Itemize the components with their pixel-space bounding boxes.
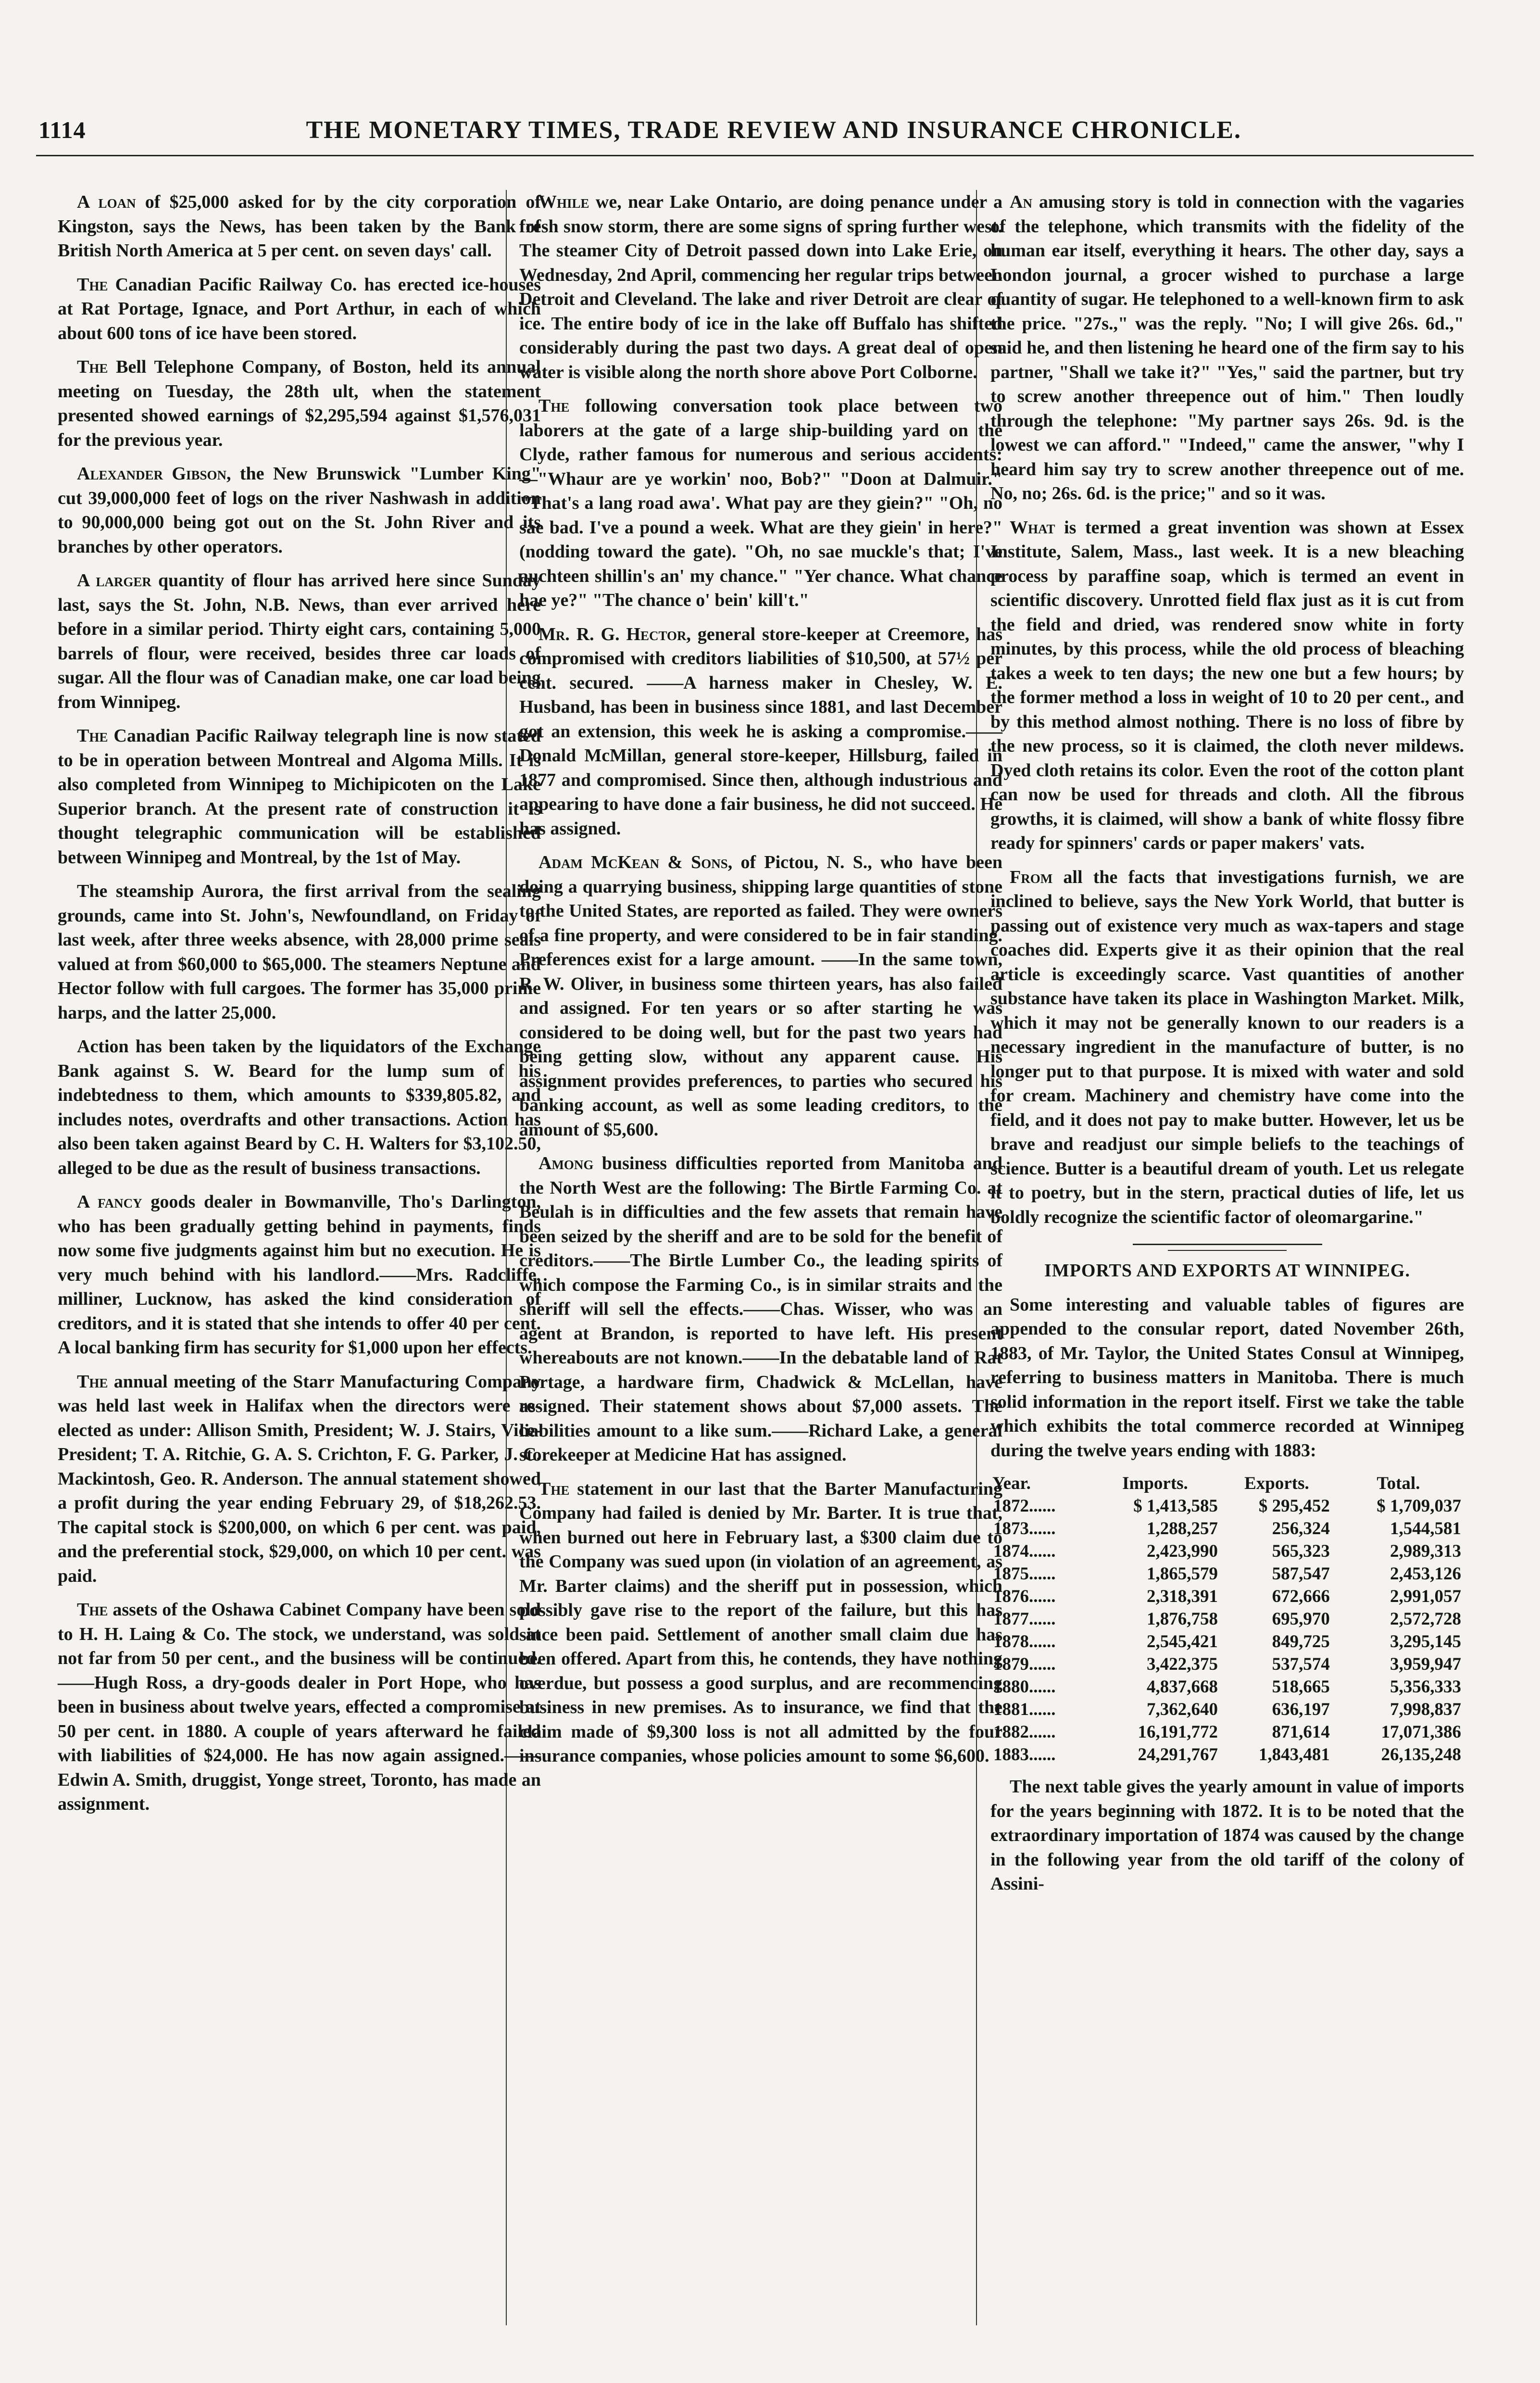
page-header (38, 111, 1462, 149)
table-row (990, 1563, 1464, 1585)
article-paragraph: While we, near Lake Ontario, are doing penance under a fresh snow storm, there are some signs of spring further west. The steamer City of Detroit passed down into Lake Erie, on Wednesday, 2nd April, commencing her regular trips between Detroit and Cleveland. The lake and river Detroit are clear of ice. The entire body of ice in the lake off Buffalo has shifted considerably during the past two days. A great deal of open water is visible along the north shore above Port Colborne. (519, 192, 1002, 382)
table-cell: 3,959,947 (1390, 1654, 1461, 1674)
table-cell: 1878...... (993, 1632, 1056, 1652)
article-paragraph: The steamship Aurora, the first arrival from the sealing grounds, came into St. John's, Newfoundland, on Friday of last week, after three weeks absence, with 28,000 prime seals valued at from $60,000 to $65,000. The steamers Neptune and Hector follow with full cargoes. The former has 35,000 prime harps, and the latter 25,000. (58, 881, 541, 1023)
table-cell: 7,362,640 (1147, 1700, 1218, 1719)
table-cell: 1873...... (993, 1519, 1056, 1538)
article-paragraph: Action has been taken by the liquidators of the Exchange Bank against S. W. Beard for the lump sum of his indebtedness to them, which amounts to $339,805.82, and includes notes, overdrafts and other transactions. Action has also been taken against Beard by C. H. Walters for $3,102.50, alleged to be due as the result of business transactions. (58, 1036, 541, 1178)
section-heading: IMPORTS AND EXPORTS AT WINNIPEG. (1044, 1261, 1410, 1281)
table-cell: $ 1,709,037 (1377, 1496, 1461, 1516)
article-paragraph: A larger quantity of flour has arrived here since Sunday last, says the St. John, N.B. News, than ever arrived here before in a similar period. Thirty eight cars, containing 5,000 barrels of flour, were received, besides three car loads of sugar. All the flour was of Canadian make, one car load being from Winnipeg. (58, 570, 541, 712)
table-row (990, 1676, 1464, 1698)
column-header: Exports. (1244, 1474, 1309, 1493)
table-cell: 672,666 (1272, 1587, 1330, 1606)
article-paragraph: From all the facts that investigations furnish, we are inclined to believe, says the New York World, that butter is passing out of existence very much as wax-tapers and stage coaches did. Experts give it as their opinion that the real article is exceedingly scarce. Vast quantities of another substance have taken its place in Washington Market. Milk, which it may not be generally known to our readers is a necessary ingredient in the manufacture of butter, is no longer put to that purpose. It is mixed with water and sold for cream. Machinery and chemistry have come into the field, and it does not pay to make butter. However, let us be brave and readjust our simple beliefs to the teachings of science. Butter is a beautiful dream of youth. Let us relegate it to poetry, but in the stern, practical duties of life, let us boldly recognize the scientific factor of oleomargarine." (990, 867, 1464, 1227)
table-cell: 1882...... (993, 1722, 1056, 1742)
table-cell: 1875...... (993, 1564, 1056, 1584)
column-1 (58, 190, 541, 1826)
header-rule (36, 155, 1474, 156)
column-header: Total. (1377, 1474, 1420, 1493)
article-paragraph: The following conversation took place between two laborers at the gate of a large ship-building yard on the Clyde, rather famous for numerous and serious accidents:—"Whaur are ye workin' noo, Bob?" "Doon at Dalmuir." "That's a lang road awa'. What pay are they giein?" "Oh, no sae bad. I've a pound a week. What are they giein' in here?" (nodding toward the gate). "Oh, no sae muckle's that; I've auchteen shillin's an' my chance." "Yer chance. What chance hae ye?" "The chance o' bein' kill't." (519, 396, 1002, 610)
column-2 (519, 190, 1002, 1778)
article-paragraph: The Canadian Pacific Railway Co. has erected ice-houses at Rat Portage, Ignace, and Port Arthur, in each of which about 600 tons of ice have been stored. (58, 274, 541, 343)
table-cell: 3,295,145 (1390, 1632, 1461, 1652)
table-row (990, 1540, 1464, 1563)
table-cell: 26,135,248 (1381, 1745, 1461, 1765)
article-paragraph: Mr. R. G. Hector, general store-keeper at Creemore, has compromised with creditors liabilities of $10,500, at 57½ per cent. secured. ——A harness maker in Chesley, W. E. Husband, has been in business since 1881, and last December got an extension, this week he is asking a compromise.——Donald McMillan, general store-keeper, Hillsburg, failed in 1877 and compromised. Since then, although industrious and appearing to have done a fair business, he did not succeed. He has assigned. (519, 624, 1003, 839)
page-number: 1114 (38, 116, 86, 143)
article-paragraph: The assets of the Oshawa Cabinet Company have been sold to H. H. Laing & Co. The stock, we understand, was sold at not far from 50 per cent., and the business will be continued.——Hugh Ross, a dry-goods dealer in Port Hope, who has been in business about twelve years, effected a compromise at 50 per cent. in 1880. A couple of years afterward he failed with liabilities of $24,000. He has now again assigned.——Edwin A. Smith, druggist, Yonge street, Toronto, has made an assignment. (58, 1600, 541, 1814)
table-cell: 1872...... (993, 1496, 1056, 1516)
table-cell: 256,324 (1272, 1519, 1330, 1538)
table-cell: 17,071,386 (1381, 1722, 1461, 1742)
page-title: THE MONETARY TIMES, TRADE REVIEW AND INSURANCE CHRONICLE. (306, 116, 1241, 144)
table-cell: 2,318,391 (1147, 1587, 1218, 1606)
table-cell: 1,865,579 (1147, 1564, 1218, 1584)
article-paragraph: Adam McKean & Sons, of Pictou, N. S., who have been doing a quarrying business, shipping large quantities of stone to the United States, are reported as failed. They were owners of a fine property, and were considered to be in fair standing. Preferences exist for a large amount. ——In the same town, R. W. Oliver, in business some thirteen years, has also failed and assigned. For ten years or so after starting he was considered to be doing well, but for the past two years had being getting slow, without any apparent cause. His assignment provides preferences, to parties who secured his banking account, as well as some leading creditors, to the amount of $5,600. (519, 852, 1003, 1140)
table-cell: 871,614 (1272, 1722, 1330, 1742)
table-cell: 1877...... (993, 1609, 1056, 1629)
article-paragraph: The Canadian Pacific Railway telegraph line is now stated to be in operation between Montreal and Algoma Mills. It is also completed from Winnipeg to Michipicoten on the Lake Superior branch. At the present rate of construction it is thought telegraphic communication will be established between Winnipeg and Montreal, by the 1st of May. (58, 726, 541, 868)
article-paragraph: A fancy goods dealer in Bowmanville, Tho's Darlington, who has been gradually getting behind in payments, finds now some five judgments against him but no execution. He is very much behind with his landlord.——Mrs. Radcliffe, milliner, Lucknow, has asked the kind consideration of creditors, and it is stated that she intends to offer 40 per cent. A local banking firm has security for $1,000 upon her effects. (58, 1192, 541, 1358)
table-row (990, 1721, 1464, 1743)
article-paragraph: An amusing story is told in connection with the vagaries of the telephone, which transmits with the fidelity of the human ear itself, everything it hears. The other day, says a London journal, a grocer wished to purchase a large quantity of sugar. He telephoned to a well-known firm to ask the price. "27s.," was the reply. "No; I will give 26s. 6d.," said he, and then listening he heard one of the firm say to his partner, "Shall we take it?" "Yes," said the partner, but try to screw another threepence out of him." Then loudly through the telephone: "My partner says 26s. 9d. is the lowest we can afford." "Indeed," came the answer, "why I heard him say try to screw another threepence out of me. No, no; 26s. 6d. is the price;" and so it was. (990, 192, 1464, 504)
table-cell: 2,991,057 (1390, 1587, 1461, 1606)
table-cell: 2,572,728 (1390, 1609, 1461, 1629)
section-divider (1168, 1250, 1286, 1251)
table-cell: 16,191,772 (1138, 1722, 1218, 1742)
table-cell: 537,574 (1272, 1654, 1330, 1674)
article-paragraph: The Bell Telephone Company, of Boston, held its annual meeting on Tuesday, the 28th ult, when the statement presented showed earnings of $2,295,594 against $1,576,031 for the previous year. (58, 357, 541, 450)
table-cell: 1,288,257 (1147, 1519, 1218, 1538)
table-row (990, 1495, 1464, 1517)
table-cell: 695,970 (1272, 1609, 1330, 1629)
table-cell: $ 1,413,585 (1133, 1496, 1218, 1516)
table-cell: 849,725 (1272, 1632, 1330, 1652)
table-cell: 24,291,767 (1138, 1745, 1218, 1765)
table-cell: 1,544,581 (1390, 1519, 1461, 1538)
column-header: Imports. (1122, 1474, 1188, 1493)
article-paragraph: The annual meeting of the Starr Manufacturing Company was held last week in Halifax when the directors were re-elected as under: Allison Smith, President; W. J. Stairs, Vice-President; T. A. Ritchie, G. A. S. Crichton, F. G. Parker, J. C. Mackintosh, Geo. R. Anderson. The annual statement showed a profit during the year ending February 29, of $18,262.53. The capital stock is $200,000, on which 6 per cent. was paid, and the preferential stock, $29,000, on which 10 per cent. was paid. (58, 1371, 541, 1586)
column-3 (990, 190, 1464, 1906)
section-divider (1133, 1244, 1322, 1245)
section-outro: The next table gives the yearly amount in value of imports for the years beginning with 1872. It is to be noted that the extraordinary importation of 1874 was caused by the change in the following year from the old tariff of the colony of Assini- (990, 1777, 1464, 1894)
article-paragraph: Among business difficulties reported from Manitoba and the North West are the following: The Birtle Farming Co. at Beulah is in difficulties and the few assets that remain have been seized by the sheriff and are to be sold for the benefit of creditors.——The Birtle Lumber Co., the leading spirits of which compose the Farming Co., is in similar straits and the sheriff will sell the effects.——Chas. Wisser, who was an agent at Brandon, is reported to have left. His present whereabouts are not known.——In the debatable land of Rat Portage, a hardware firm, Chadwick & McLellan, have assigned. Their statement shows about $7,000 assets. The liabilities amount to a like sum.——Richard Lake, a general storekeeper at Medicine Hat has assigned. (519, 1153, 1002, 1465)
table-cell: 1,876,758 (1147, 1609, 1218, 1629)
article-paragraph: A loan of $25,000 asked for by the city corporation of Kingston, says the News, has been taken by the Bank of British North America at 5 per cent. on seven days' call. (58, 192, 541, 261)
table-cell: 2,453,126 (1390, 1564, 1461, 1584)
section-intro: Some interesting and valuable tables of figures are appended to the consular report, dated November 26th, 1883, of Mr. Taylor, the United States Consul at Winnipeg, referring to business matters in Manitoba. There is much solid information in the report itself. First we take the table which exhibits the total commerce recorded at Winnipeg during the twelve years ending with 1883: (990, 1294, 1464, 1461)
table-cell: 7,998,837 (1390, 1700, 1461, 1719)
table-cell: 565,323 (1272, 1541, 1330, 1561)
table-row (990, 1653, 1464, 1676)
table-cell: 1883...... (993, 1745, 1056, 1765)
table-row (990, 1608, 1464, 1630)
table-cell: 4,837,668 (1147, 1677, 1218, 1697)
table-cell: 5,356,333 (1390, 1677, 1461, 1697)
table-cell: $ 295,452 (1258, 1496, 1330, 1516)
table-cell: 587,547 (1272, 1564, 1330, 1584)
article-paragraph: What is termed a great invention was shown at Essex Institute, Salem, Mass., last week. It is a new bleaching process by paraffine soap, which is termed an event in scientific discovery. Unrotted field flax just as it is cut from the field and dried, was rendered snow white in forty minutes, by this process, while the old process of bleaching takes a week to ten days; the new one but a few hours; by the former method a loss in weight of 10 to 20 per cent., and by this method almost nothing. There is no loss of fibre by the new process, so it is claimed, the cloth never mildews. Dyed cloth retains its color. Even the root of the cotton plant can now be used for threads and cloth. All the fibrous growths, it is claimed, will show a bank of white flossy fibre ready for spinners' cards or paper makers' vats. (990, 517, 1464, 853)
table-cell: 1876...... (993, 1587, 1056, 1606)
article-paragraph: Alexander Gibson, the New Brunswick "Lumber King" cut 39,000,000 feet of logs on the river Nashwash in addition to 90,000,000 being got out on the St. John River and its branches by other operators. (58, 464, 541, 557)
article-paragraph: The statement in our last that the Barter Manufacturing Company had failed is denied by Mr. Barter. It is true that, when burned out here in February last, a $300 claim due to the Company was sued upon (in violation of an agreement, as Mr. Barter claims) and the sheriff put in possession, which possibly gave rise to the report of the failure, but this has since been paid. Settlement of another small claim due has been offered. Apart from this, he contends, they have nothing overdue, but possess a good surplus, and are recommencing business in new premises. As to insurance, we find that the claim made of $9,300 loss is not all admitted by the four insurance companies, whose policies amount to some $6,600. (519, 1478, 1002, 1766)
table-row (990, 1517, 1464, 1540)
table-cell: 1881...... (993, 1700, 1056, 1719)
table-cell: 2,423,990 (1147, 1541, 1218, 1561)
table-cell: 518,665 (1272, 1677, 1330, 1697)
table-row (990, 1585, 1464, 1608)
table-cell: 3,422,375 (1147, 1654, 1218, 1674)
table-row (990, 1630, 1464, 1653)
table-cell: 2,545,421 (1147, 1632, 1218, 1652)
table-cell: 1880...... (993, 1677, 1056, 1697)
table-row (990, 1698, 1464, 1721)
table-cell: 1879...... (993, 1654, 1056, 1674)
table-header-row (990, 1472, 1464, 1495)
table-cell: 2,989,313 (1390, 1541, 1461, 1561)
table-cell: 1,843,481 (1258, 1745, 1330, 1765)
column-header: Year. (992, 1474, 1031, 1493)
table-row (990, 1743, 1464, 1766)
table-cell: 636,197 (1272, 1700, 1330, 1719)
table-cell: 1874...... (993, 1541, 1056, 1561)
trade-table (990, 1472, 1464, 1766)
